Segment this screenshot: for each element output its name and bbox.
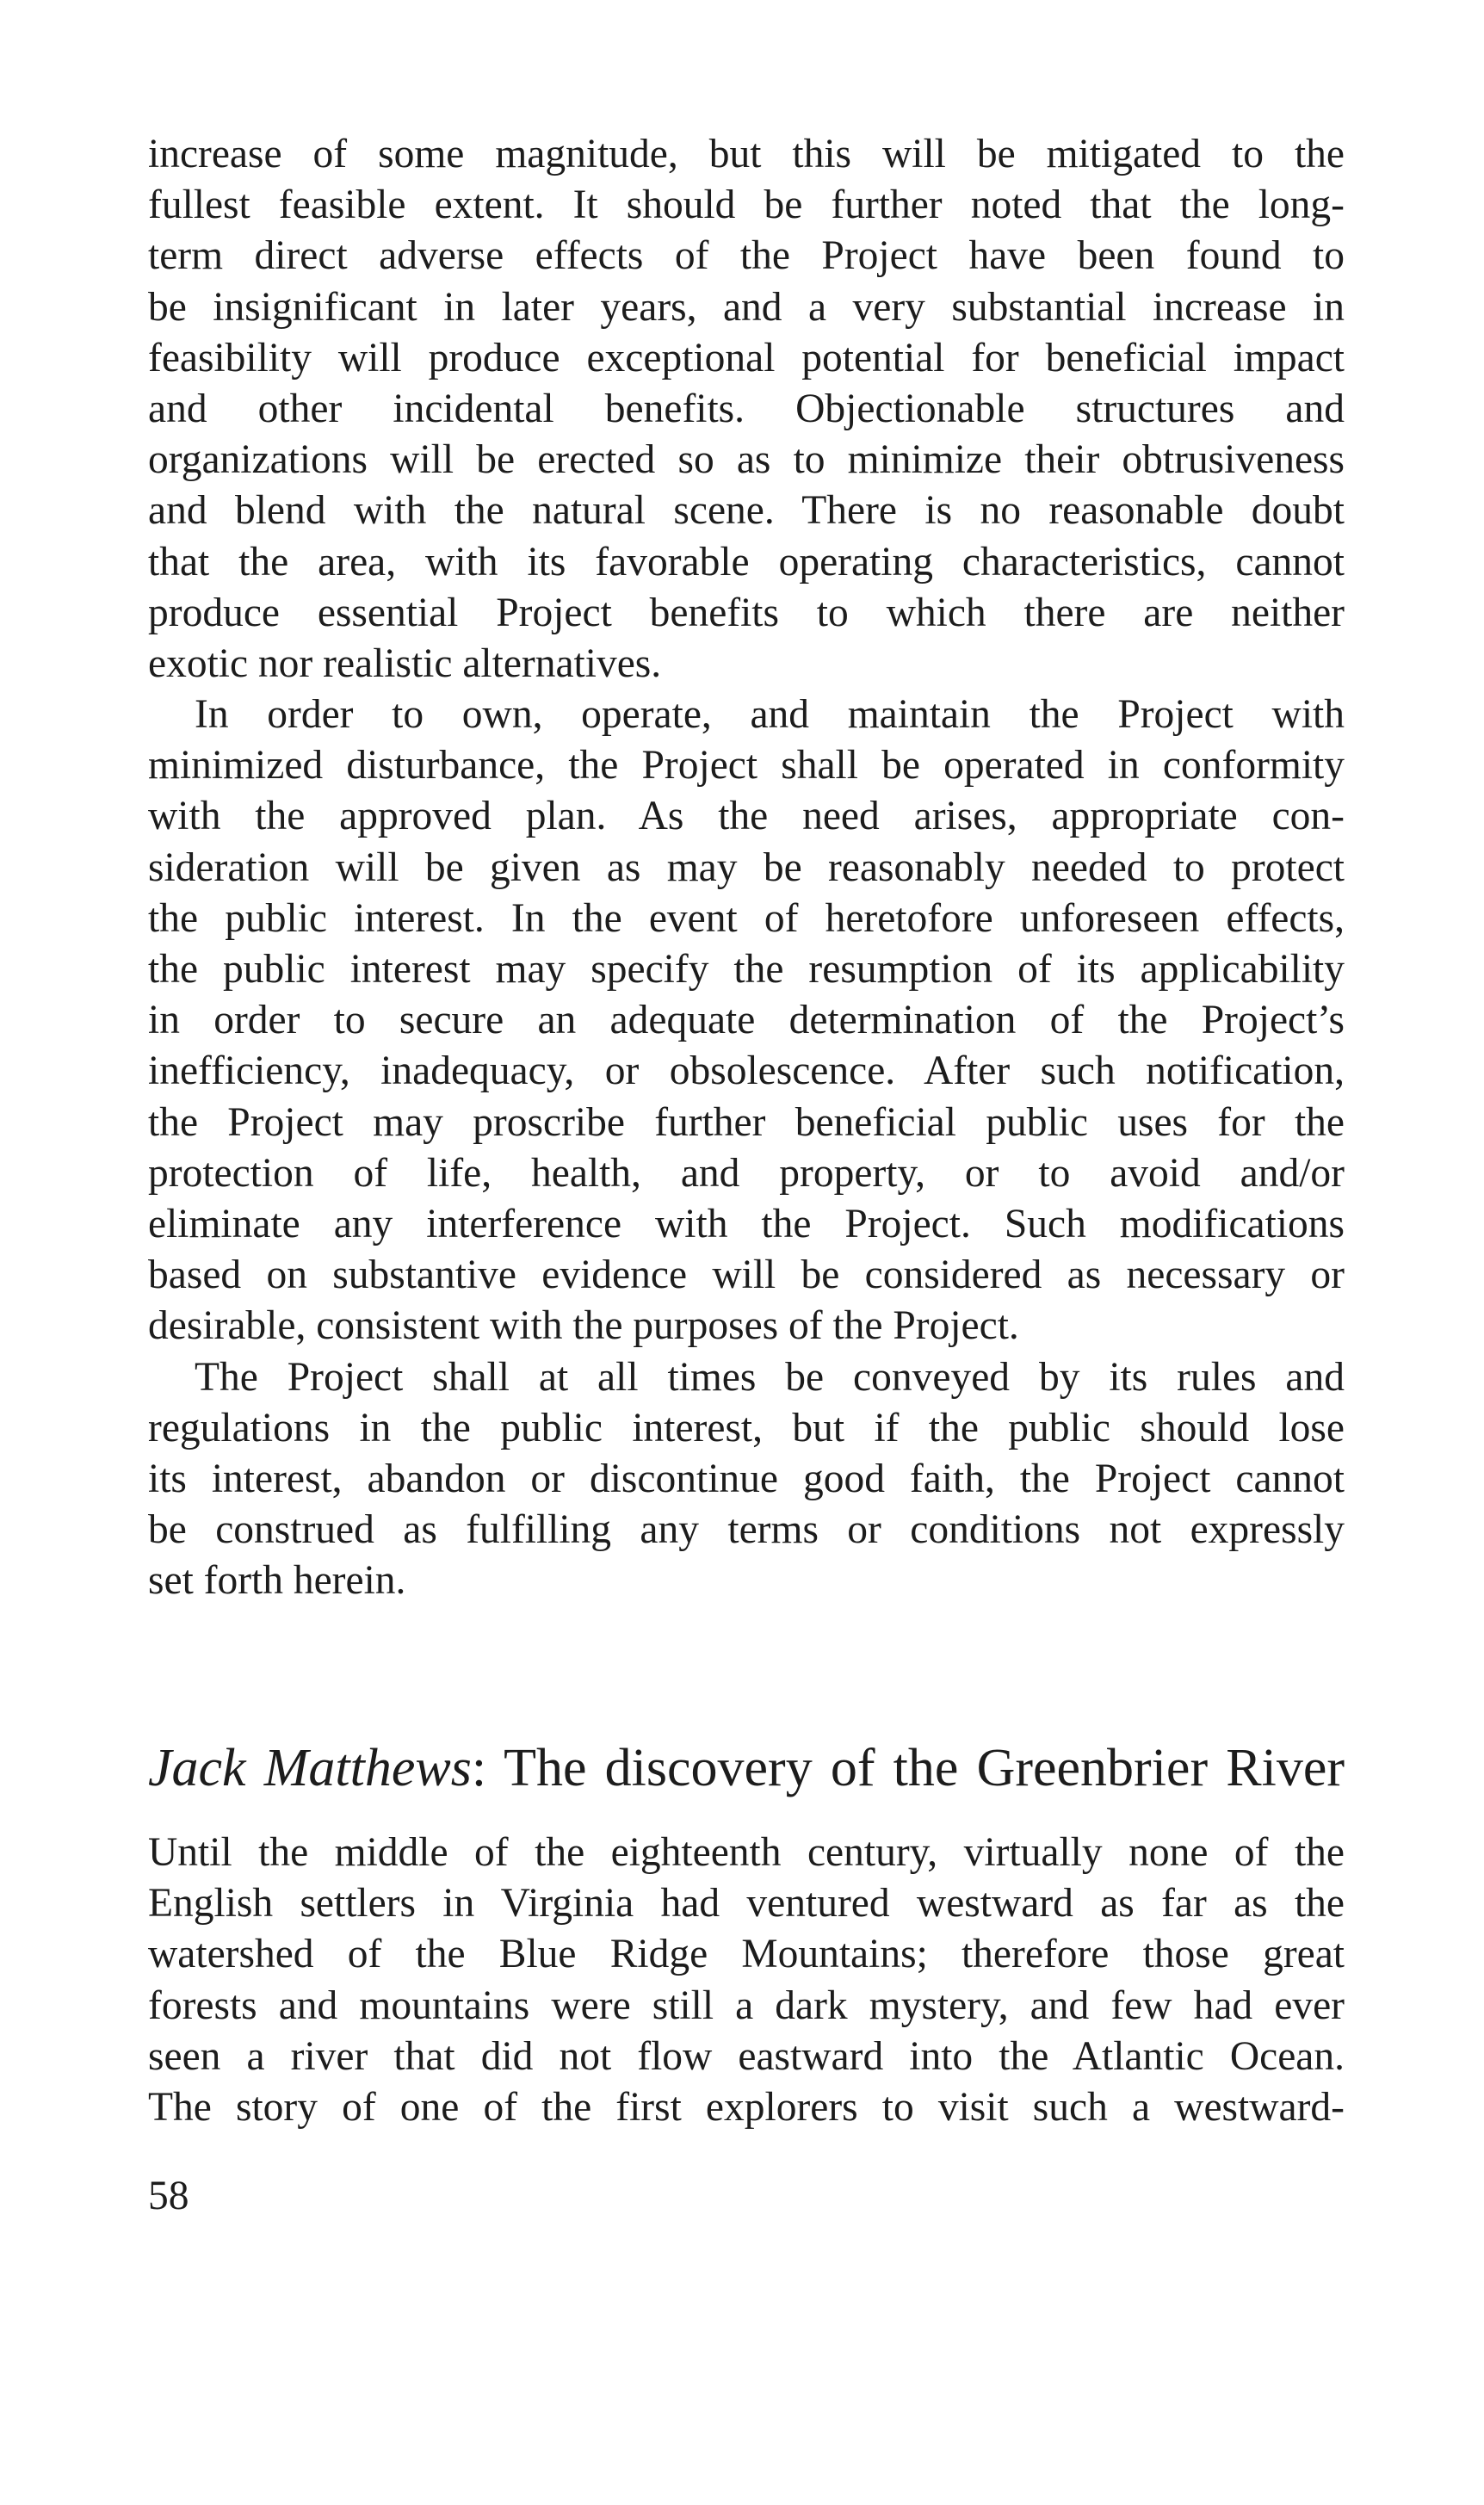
- text-line: The Project shall at all times be conveyed by its rules and: [195, 1354, 1345, 1400]
- text-line: that the area, with its favorable operating characteristics, cannot: [148, 539, 1345, 584]
- text-line: produce essential Project benefits to which there are neither: [148, 590, 1345, 635]
- section-paragraph: [148, 1828, 1345, 2133]
- text-line: protection of life, health, and property, or to avoid and/or: [148, 1150, 1345, 1196]
- text-line: seen a river that did not flow eastward into the Atlantic Ocean.: [148, 2033, 1345, 2079]
- text-line: minimized disturbance, the Project shall be operated in conformity: [148, 743, 1345, 789]
- text-line: exotic nor realistic alternatives.: [148, 640, 662, 686]
- text-line: be construed as fulfilling any terms or conditions not expressly: [148, 1507, 1345, 1553]
- text-line: the public interest may specify the resumption of its applicability: [148, 947, 1345, 992]
- text-line: in order to secure an adequate determination of the Project’s: [148, 998, 1345, 1043]
- paragraph-2: [148, 690, 1345, 1351]
- text-line: Until the middle of the eighteenth century, virtually none of the: [148, 1830, 1345, 1875]
- paragraph-1: [148, 129, 1345, 690]
- section-body: [148, 1828, 1345, 2133]
- text-line: regulations in the public interest, but if the public should lose: [148, 1405, 1345, 1450]
- text-line: be insignificant in later years, and a very substantial increase in: [148, 284, 1345, 330]
- section-author: Jack Matthews: [148, 1739, 472, 1797]
- text-line: its interest, abandon or discontinue good faith, the Project cannot: [148, 1456, 1345, 1501]
- text-line: with the approved plan. As the need arises, appropriate con-: [148, 794, 1345, 839]
- paragraph-3: [148, 1352, 1345, 1607]
- section-title: : The discovery of the Greenbrier River: [471, 1739, 1345, 1797]
- text-line: eliminate any interference with the Project. Such modifications: [148, 1201, 1345, 1246]
- text-line: watershed of the Blue Ridge Mountains; therefore those great: [148, 1932, 1345, 1977]
- text-line: sideration will be given as may be reasonably needed to protect: [148, 844, 1345, 890]
- text-line: and blend with the natural scene. There is no reasonable doubt: [148, 488, 1345, 534]
- text-line: increase of some magnitude, but this will be mitigated to the: [148, 132, 1345, 176]
- text-line: set forth herein.: [148, 1558, 406, 1604]
- body-text: [148, 129, 1345, 1606]
- text-line: the public interest. In the event of heretofore unforeseen effects,: [148, 895, 1345, 941]
- text-line: term direct adverse effects of the Project have been found to: [148, 233, 1345, 279]
- text-line: In order to own, operate, and maintain the Project with: [195, 692, 1345, 738]
- section-heading: [148, 1734, 1345, 1803]
- text-line: inefficiency, inadequacy, or obsolescence. After such notification,: [148, 1048, 1345, 1094]
- text-line: organizations will be erected so as to minimize their obtrusiveness: [148, 437, 1345, 483]
- page-number: 58: [148, 2174, 189, 2218]
- text-line: feasibility will produce exceptional potential for beneficial impact: [148, 335, 1345, 380]
- text-line: forests and mountains were still a dark mystery, and few had ever: [148, 1982, 1345, 2028]
- text-line: English settlers in Virginia had ventured westward as far as the: [148, 1881, 1345, 1927]
- text-line: based on substantive evidence will be considered as necessary or: [148, 1252, 1345, 1298]
- text-line: The story of one of the first explorers to visit such a westward-: [148, 2084, 1345, 2130]
- text-line: and other incidental benefits. Objectionable structures and: [148, 386, 1345, 431]
- text-line: fullest feasible extent. It should be further noted that the long-: [148, 182, 1345, 228]
- text-line: desirable, consistent with the purposes of the Project.: [148, 1303, 1019, 1349]
- text-line: the Project may proscribe further beneficial public uses for the: [148, 1099, 1345, 1145]
